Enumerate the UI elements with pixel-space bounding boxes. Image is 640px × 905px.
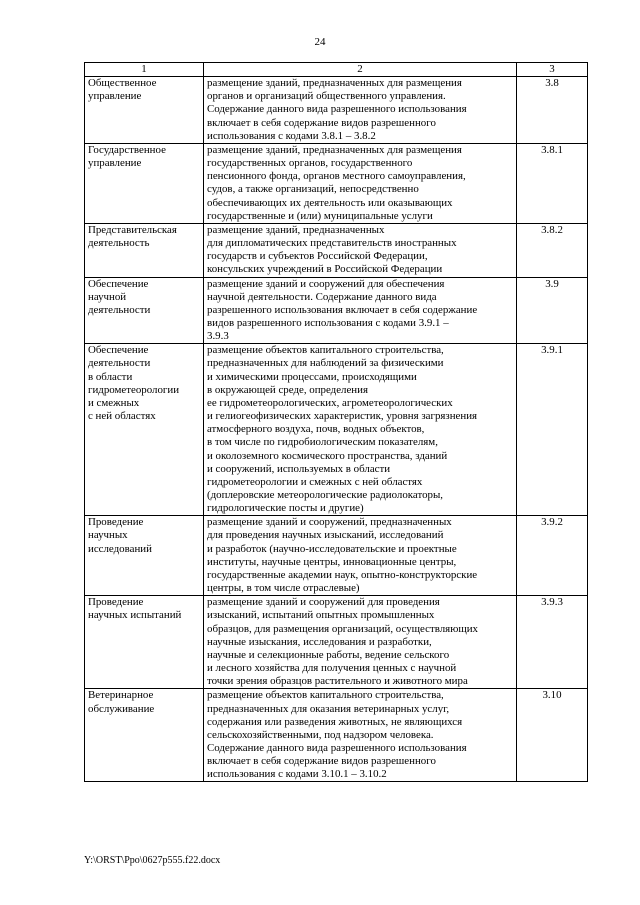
activity-name-line: Ветеринарное bbox=[88, 689, 154, 702]
header-cell-1: 1 bbox=[85, 63, 204, 77]
activity-description-line: в том числе по гидробиологическим показателям, bbox=[207, 436, 438, 449]
activity-name-line: гидрометеорологии bbox=[88, 383, 180, 396]
activity-description-line: центры, в том числе отраслевые) bbox=[207, 582, 360, 595]
table-row bbox=[85, 344, 588, 516]
activity-description-line: сельскохозяйственными, под надзором человека. bbox=[207, 728, 434, 741]
activity-name-line: Обеспечение bbox=[88, 277, 149, 290]
activity-code-cell: 3.8.2 bbox=[517, 223, 588, 277]
activity-description-line: пенсионного фонда, органов местного самоуправления, bbox=[207, 170, 466, 183]
activity-description-line: и химическими процессами, происходящими bbox=[207, 370, 417, 383]
activity-description-cell bbox=[204, 596, 517, 689]
activity-description-line: институты, научные центры, инновационные центры, bbox=[207, 555, 457, 568]
activity-description-line: и гелиогеофизических характеристик, уровня загрязнения bbox=[207, 410, 478, 423]
activity-code-cell: 3.10 bbox=[517, 689, 588, 782]
activity-description-line: точки зрения образцов растительного и животного мира bbox=[207, 675, 468, 688]
activity-name-cell bbox=[85, 689, 204, 782]
activity-description-line: размещение зданий и сооружений, предназначенных bbox=[207, 516, 452, 529]
activity-name-line: научных испытаний bbox=[88, 609, 182, 622]
activity-name-line: Государственное bbox=[88, 143, 166, 156]
activity-code-cell: 3.9.2 bbox=[517, 516, 588, 596]
table-row bbox=[85, 596, 588, 689]
activity-name-cell bbox=[85, 596, 204, 689]
activity-name-line: в области bbox=[88, 370, 133, 383]
header-cell-2: 2 bbox=[204, 63, 517, 77]
activity-name-cell bbox=[85, 77, 204, 144]
activity-description-line: атмосферного воздуха, почв, водных объектов, bbox=[207, 423, 425, 436]
activity-description-line: государственных органов, государственного bbox=[207, 157, 413, 170]
activity-name-line: и смежных bbox=[88, 396, 140, 409]
activity-code-cell: 3.9.3 bbox=[517, 596, 588, 689]
activity-description-line: видов разрешенного использования с кодами 3.9.1 – bbox=[207, 316, 449, 329]
activity-description-line: размещение зданий, предназначенных для размещения bbox=[207, 77, 462, 90]
activity-name-line: Обеспечение bbox=[88, 344, 149, 357]
activity-description-line: для дипломатических представительств иностранных bbox=[207, 237, 457, 250]
activity-name-line: Проведение bbox=[88, 596, 144, 609]
footer-file-path: Y:\ORST\Ppo\0627p555.f22.docx bbox=[84, 855, 221, 866]
activity-description-line: ее гидрометеорологических, агрометеорологических bbox=[207, 396, 453, 409]
activity-description-line: научные изыскания, исследования и разработки, bbox=[207, 635, 432, 648]
activity-description-line: Содержание данного вида разрешенного использования bbox=[207, 741, 467, 754]
activity-description-line: гидрометеорологии и смежных с ней областях bbox=[207, 475, 423, 488]
table-row bbox=[85, 143, 588, 223]
activity-code-cell: 3.8.1 bbox=[517, 143, 588, 223]
activity-name-line: исследований bbox=[88, 542, 152, 555]
activity-name-line: научной bbox=[88, 290, 127, 303]
table-row bbox=[85, 516, 588, 596]
activity-description-line: государственные академии наук, опытно-конструкторские bbox=[207, 568, 478, 581]
activity-name-cell bbox=[85, 143, 204, 223]
activity-description-line: размещение объектов капитального строительства, bbox=[207, 689, 444, 702]
activity-description-line: и разработок (научно-исследовательские и проектные bbox=[207, 542, 457, 555]
activity-description-cell bbox=[204, 516, 517, 596]
activity-name-line: Общественное bbox=[88, 77, 157, 90]
header-cell-3: 3 bbox=[517, 63, 588, 77]
activity-description-line: государственные и (или) муниципальные услуги bbox=[207, 209, 433, 222]
activity-name-line: научных bbox=[88, 529, 128, 542]
activity-description-line: и сооружений, используемых в области bbox=[207, 462, 391, 475]
activity-name-cell bbox=[85, 344, 204, 516]
activity-description-line: размещение зданий и сооружений для обеспечения bbox=[207, 277, 445, 290]
activity-description-line: обеспечивающих их деятельность или оказывающих bbox=[207, 196, 453, 209]
table-row bbox=[85, 689, 588, 782]
activity-description-line: содержания или разведения животных, не являющихся bbox=[207, 715, 463, 728]
activity-description-line: предназначенных для оказания ветеринарных услуг, bbox=[207, 702, 450, 715]
activity-name-cell bbox=[85, 223, 204, 277]
activity-description-line: и лесного хозяйства для получения ценных с научной bbox=[207, 662, 457, 675]
activity-description-line: использования с кодами 3.8.1 – 3.8.2 bbox=[207, 129, 376, 142]
table-body bbox=[85, 63, 588, 782]
activity-description-line: размещение зданий, предназначенных bbox=[207, 223, 385, 236]
activity-description-line: размещение зданий и сооружений для проведения bbox=[207, 596, 440, 609]
activity-description-line: для проведения научных изысканий, исследований bbox=[207, 529, 444, 542]
activity-description-line: в окружающей среде, определения bbox=[207, 383, 368, 396]
activity-description-line: использования с кодами 3.10.1 – 3.10.2 bbox=[207, 768, 387, 781]
activity-description-line: государств и субъектов Российской Федерации, bbox=[207, 250, 428, 263]
activity-description-line: размещение зданий, предназначенных для размещения bbox=[207, 143, 462, 156]
activity-description-line: судов, а также организаций, непосредственно bbox=[207, 183, 419, 196]
activity-description-cell bbox=[204, 223, 517, 277]
activity-description-line: размещение объектов капитального строительства, bbox=[207, 344, 444, 357]
activity-description-cell bbox=[204, 344, 517, 516]
activity-description-line: консульских учреждений в Российской Федерации bbox=[207, 263, 443, 276]
activity-description-cell bbox=[204, 277, 517, 344]
activity-description-cell bbox=[204, 143, 517, 223]
activity-code-cell: 3.9 bbox=[517, 277, 588, 344]
activity-description-line: образцов, для размещения организаций, осуществляющих bbox=[207, 622, 478, 635]
activity-description-line: предназначенных для наблюдений за физическими bbox=[207, 357, 444, 370]
activity-name-line: Представительская bbox=[88, 223, 177, 236]
activity-code-cell: 3.8 bbox=[517, 77, 588, 144]
activity-description-line: разрешенного использования включает в себя содержание bbox=[207, 303, 478, 316]
activity-name-line: обслуживание bbox=[88, 702, 155, 715]
activity-name-line: управление bbox=[88, 157, 142, 170]
activity-description-line: научные и селекционные работы, ведение сельского bbox=[207, 648, 450, 661]
activity-name-cell bbox=[85, 516, 204, 596]
activity-description-line: и околоземного космического пространства, зданий bbox=[207, 449, 448, 462]
activity-description-line: изысканий, испытаний опытных промышленных bbox=[207, 609, 435, 622]
activity-description-line: (доплеровские метеорологические радиолокаторы, bbox=[207, 489, 444, 501]
activity-name-line: деятельности bbox=[88, 357, 151, 370]
activity-code-cell: 3.9.1 bbox=[517, 344, 588, 516]
activity-description-cell bbox=[204, 77, 517, 144]
activity-description-line: Содержание данного вида разрешенного использования bbox=[207, 103, 467, 116]
activity-description-cell bbox=[204, 689, 517, 782]
activity-name-line: с ней областях bbox=[88, 410, 156, 423]
activity-description-line: научной деятельности. Содержание данного вида bbox=[207, 290, 437, 303]
activity-name-line: деятельности bbox=[88, 303, 151, 316]
land-use-table bbox=[84, 62, 588, 782]
activity-description-line: включает в себя содержание видов разрешенного bbox=[207, 116, 436, 129]
activity-name-line: Проведение bbox=[88, 516, 144, 529]
activity-name-line: управление bbox=[88, 90, 142, 103]
table-header-row bbox=[85, 63, 588, 77]
table-row bbox=[85, 277, 588, 344]
activity-description-line: органов и организаций общественного управления. bbox=[207, 90, 446, 103]
activity-name-cell bbox=[85, 277, 204, 344]
page-number: 24 bbox=[314, 36, 326, 48]
activity-description-line: 3.9.3 bbox=[207, 330, 229, 343]
activity-description-line: включает в себя содержание видов разрешенного bbox=[207, 755, 436, 768]
table-row bbox=[85, 223, 588, 277]
activity-description-line: гидрологические посты и другие) bbox=[207, 502, 364, 515]
table-row bbox=[85, 77, 588, 144]
activity-name-line: деятельность bbox=[88, 237, 150, 250]
